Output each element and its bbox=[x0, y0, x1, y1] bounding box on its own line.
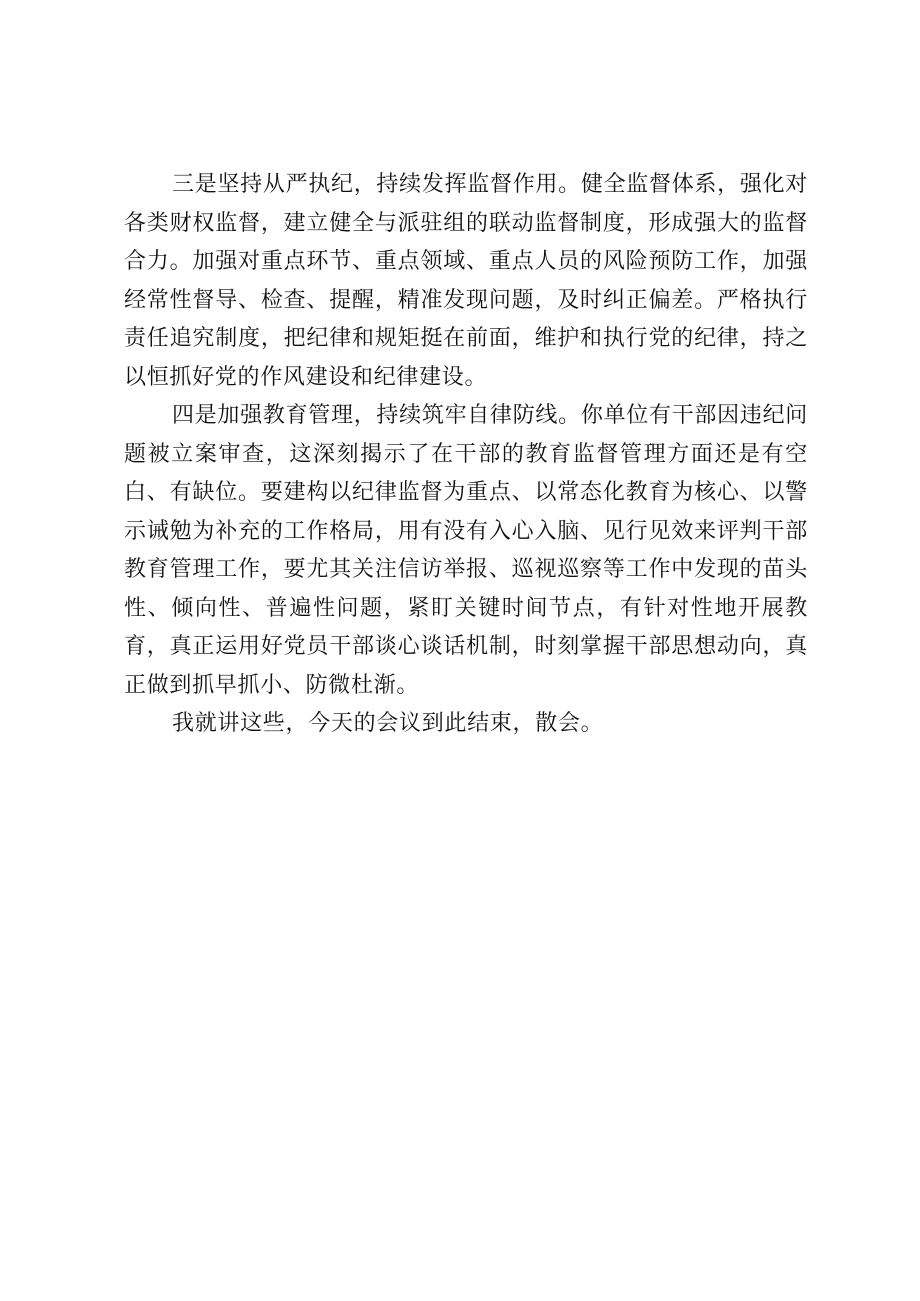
paragraph-education-management: 四是加强教育管理，持续筑牢自律防线。你单位有干部因违纪问题被立案审查，这深刻揭示了在干部的教育监督管理方面还是有空白、有缺位。要建构以纪律监督为重点、以常态化教育为核心、以警示诫勉为补充的工作格局，用有没有入心入脑、见行见效来评判干部教育管理工作，要尤其关注信访举报、巡视巡察等工作中发现的苗头性、倾向性、普遍性问题，紧盯关键时间节点，有针对性地开展教育，真正运用好党员干部谈心谈话机制，时刻掌握干部思想动向，真正做到抓早抓小、防微杜渐。 bbox=[124, 403, 808, 698]
paragraph-closing-remarks: 我就讲这些，今天的会议到此结束，散会。 bbox=[172, 711, 604, 736]
paragraph-supervision: 三是坚持从严执纪，持续发挥监督作用。健全监督体系，强化对各类财权监督，建立健全与派驻组的联动监督制度，形成强大的监督合力。加强对重点环节、重点领域、重点人员的风险预防工作，加强经常性督导、检查、提醒，精准发现问题，及时纠正偏差。严格执行责任追究制度，把纪律和规矩挺在前面，维护和执行党的纪律，持之以恒抓好党的作风建设和纪律建设。 bbox=[124, 172, 808, 390]
document-body bbox=[124, 166, 808, 744]
